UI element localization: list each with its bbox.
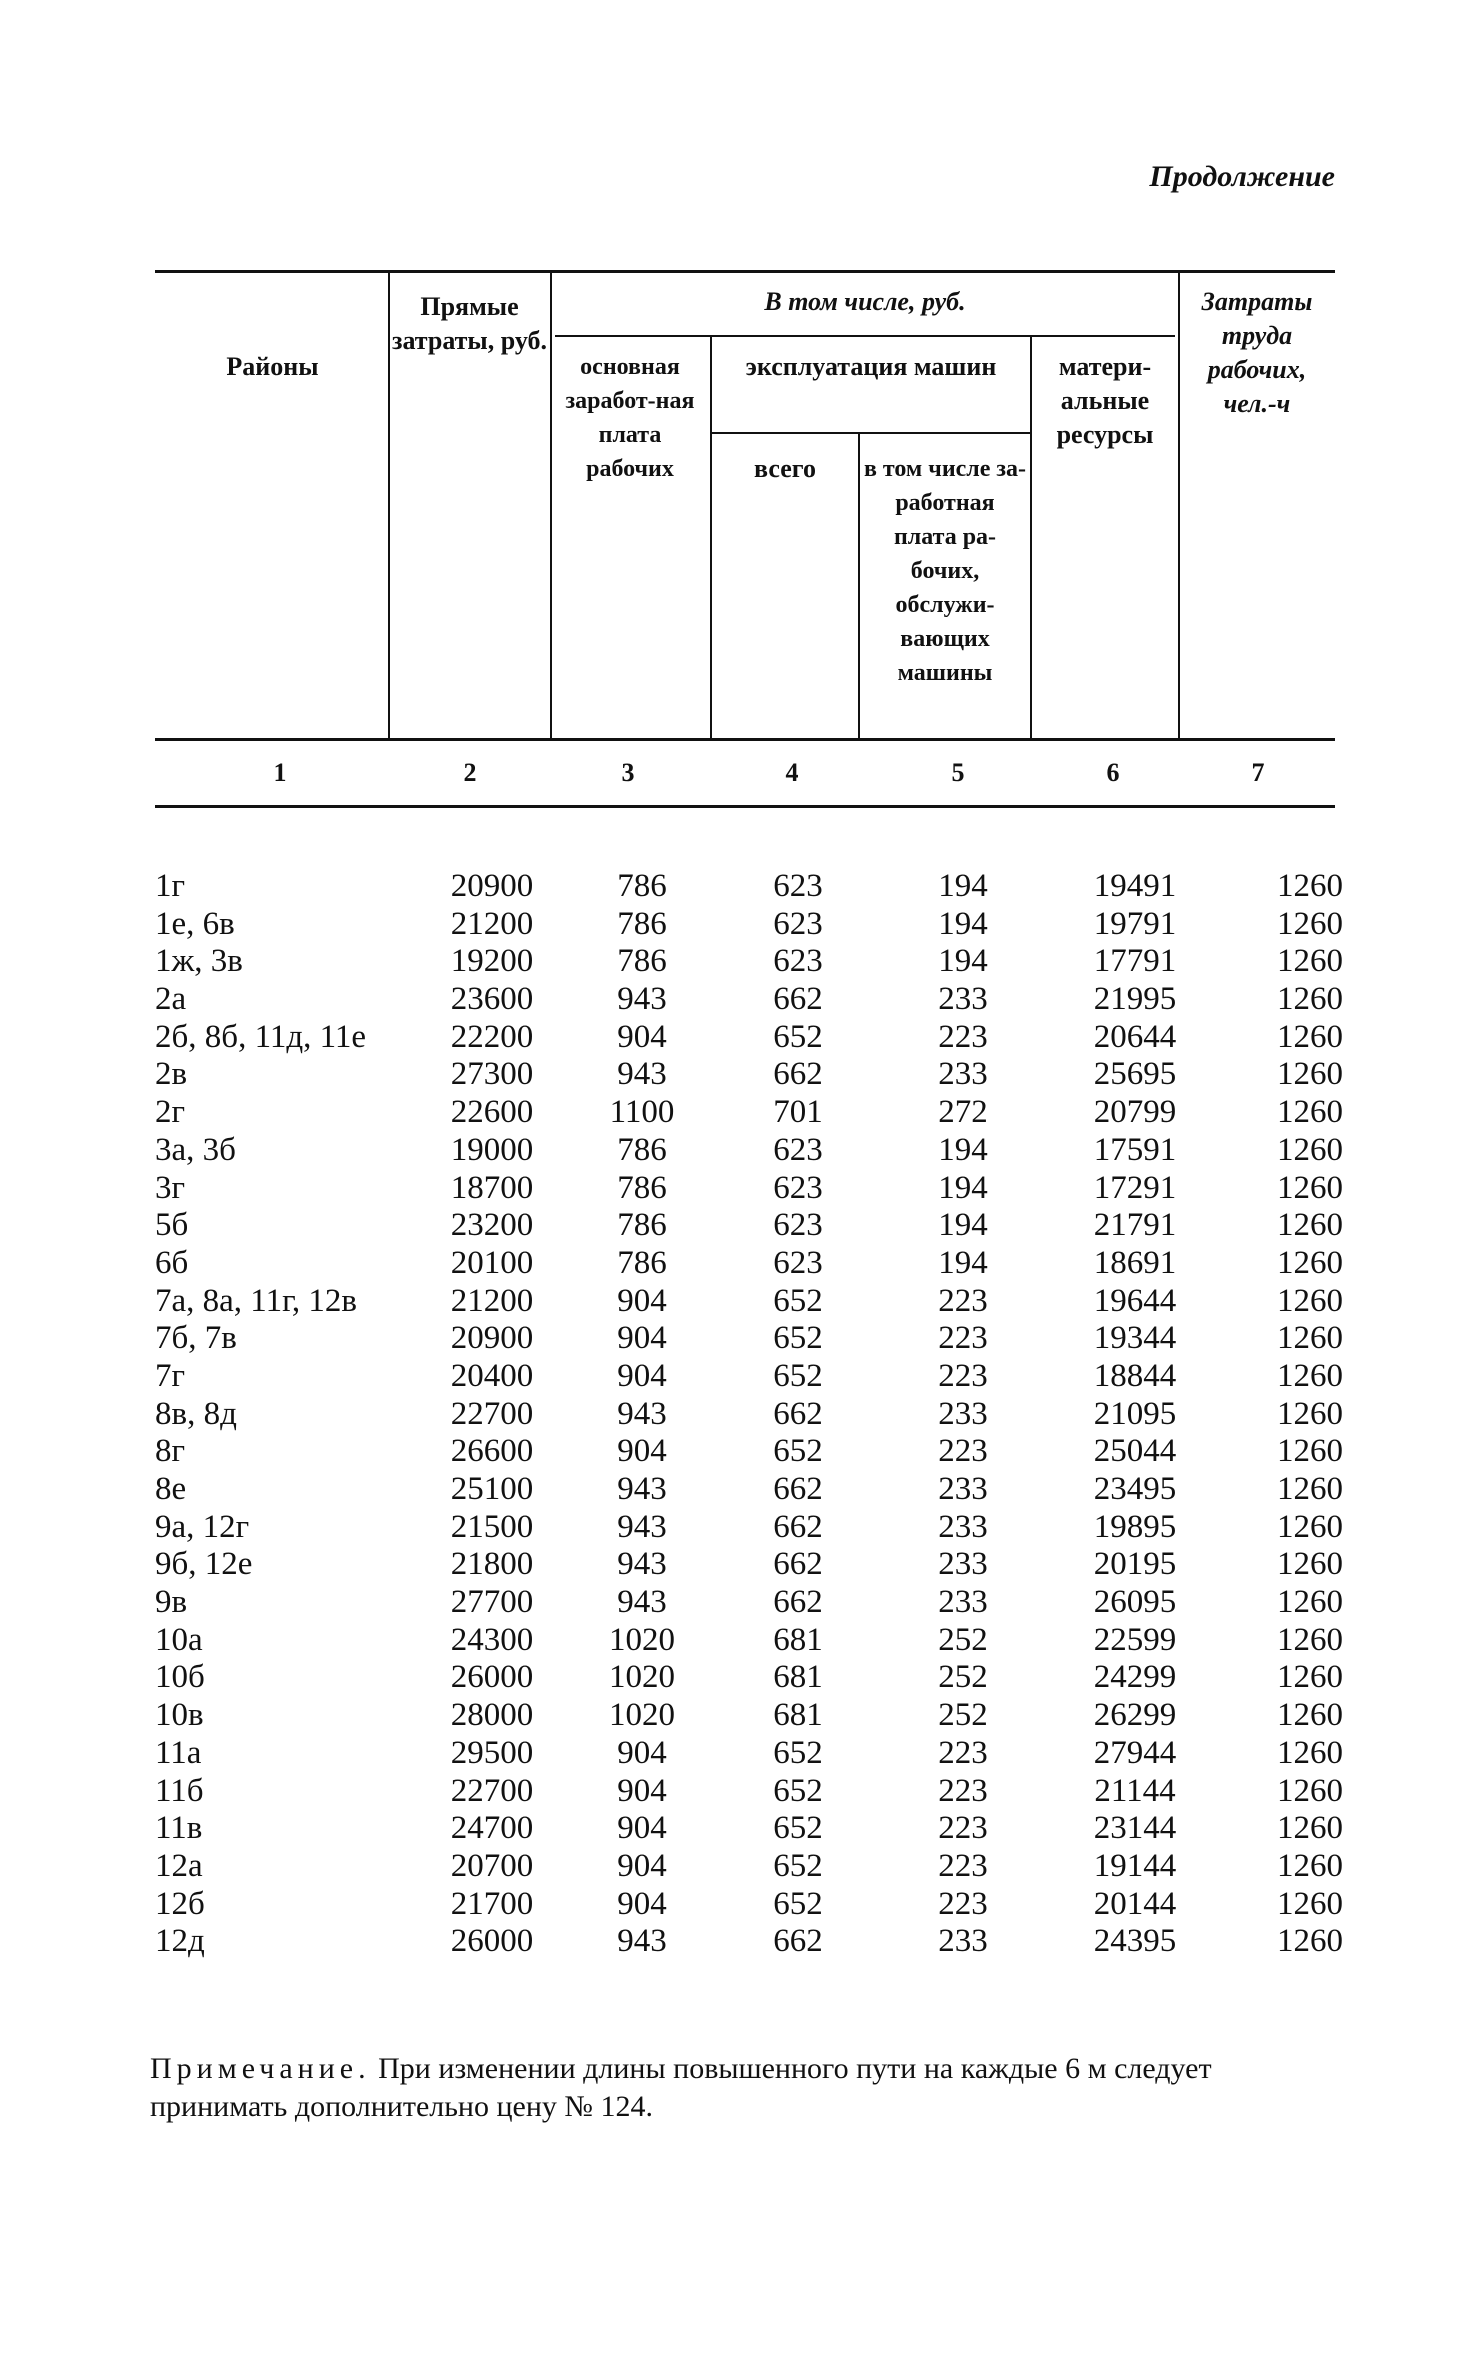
cell-total: 662: [773, 1056, 823, 1093]
cell-labor: 1260: [1277, 1357, 1343, 1394]
cell-labor: 1260: [1277, 1207, 1343, 1244]
cell-mwage: 223: [938, 1772, 988, 1809]
cell-total: 652: [773, 1282, 823, 1319]
cell-labor: 1260: [1277, 1395, 1343, 1432]
cell-region: 12а: [155, 1847, 203, 1884]
cell-materials: 21995: [1093, 981, 1177, 1018]
cell-wage: 786: [617, 1244, 667, 1281]
cell-region: 2а: [155, 981, 187, 1018]
machine-subheader-rule: [712, 432, 1032, 434]
cell-direct: 26000: [450, 1659, 534, 1696]
cell-materials: 27944: [1093, 1734, 1177, 1771]
cell-materials: 18844: [1093, 1357, 1177, 1394]
cell-wage: 943: [617, 981, 667, 1018]
cell-materials: 20799: [1093, 1094, 1177, 1131]
cell-materials: 19491: [1093, 868, 1177, 904]
cell-mwage: 233: [938, 1546, 988, 1583]
column-number: 7: [1251, 758, 1265, 787]
cell-mwage: 233: [938, 1471, 988, 1507]
cell-materials: 24299: [1093, 1659, 1177, 1696]
cell-mwage: 223: [938, 1282, 988, 1319]
cell-labor: 1260: [1277, 1810, 1343, 1847]
cell-labor: 1260: [1277, 905, 1343, 942]
cell-total: 623: [773, 905, 823, 942]
cell-wage: 943: [617, 1395, 667, 1432]
cell-wage: 904: [617, 1772, 667, 1809]
cell-labor: 1260: [1277, 1131, 1343, 1168]
cell-wage: 904: [617, 1018, 667, 1055]
body-top-rule: [155, 805, 1335, 808]
cell-mwage: 194: [938, 1244, 988, 1281]
cell-mwage: 272: [938, 1094, 988, 1131]
cell-mwage: 223: [938, 1885, 988, 1922]
cell-total: 662: [773, 981, 823, 1018]
cell-direct: 18700: [450, 1169, 534, 1206]
cell-wage: 904: [617, 1734, 667, 1771]
footnote-label: Примечание.: [150, 2052, 371, 2085]
cell-labor: 1260: [1277, 1847, 1343, 1884]
cell-region: 8е: [155, 1471, 187, 1507]
cell-total: 662: [773, 1546, 823, 1583]
cell-wage: 943: [617, 1584, 667, 1621]
cell-mwage: 223: [938, 1810, 988, 1847]
cell-materials: 21095: [1093, 1395, 1177, 1432]
cell-region: 7г: [155, 1357, 186, 1394]
cell-direct: 21200: [450, 1282, 534, 1319]
cell-labor: 1260: [1277, 1169, 1343, 1206]
cell-region: 9б, 12е: [155, 1546, 253, 1583]
cell-labor: 1260: [1277, 1282, 1343, 1319]
cell-direct: 23200: [450, 1207, 534, 1244]
cell-region: 7б, 7в: [155, 1320, 237, 1357]
cell-materials: 21144: [1094, 1772, 1176, 1809]
header-including: В том числе, руб.: [764, 287, 966, 316]
header-direct-costs: Прямые затраты, руб.: [392, 292, 547, 355]
cell-wage: 904: [617, 1282, 667, 1319]
cell-labor: 1260: [1277, 1056, 1343, 1093]
cell-mwage: 194: [938, 1131, 988, 1168]
cell-direct: 21800: [450, 1546, 534, 1583]
cell-mwage: 233: [938, 1056, 988, 1093]
cell-region: 11а: [155, 1734, 202, 1771]
cell-materials: 17791: [1093, 943, 1177, 980]
header-top-rule: [155, 270, 1335, 273]
cell-mwage: 233: [938, 1395, 988, 1432]
cell-total: 623: [773, 1131, 823, 1168]
cell-materials: 21791: [1093, 1207, 1177, 1244]
cell-direct: 22600: [450, 1094, 534, 1131]
cell-total: 623: [773, 868, 823, 904]
header-machine-operation: эксплуатация машин: [745, 352, 997, 381]
cell-materials: 23144: [1093, 1810, 1177, 1847]
cell-wage: 786: [617, 943, 667, 980]
continuation-label: Продолжение: [1149, 160, 1335, 193]
cell-mwage: 194: [938, 905, 988, 942]
cell-mwage: 194: [938, 868, 988, 904]
cell-region: 11в: [155, 1810, 203, 1847]
cell-materials: 19344: [1093, 1320, 1177, 1357]
cell-labor: 1260: [1277, 1320, 1343, 1357]
cell-total: 662: [773, 1584, 823, 1621]
header-machine-wage: в том числе за-работная плата ра-бочих, обслужи-вающих машины: [863, 456, 1027, 686]
cell-total: 652: [773, 1734, 823, 1771]
cell-total: 623: [773, 943, 823, 980]
column-number: 6: [1106, 758, 1120, 787]
cell-wage: 1020: [609, 1659, 675, 1696]
cell-total: 701: [773, 1094, 823, 1131]
cell-wage: 904: [617, 1320, 667, 1357]
cell-direct: 22700: [450, 1772, 534, 1809]
cell-labor: 1260: [1277, 943, 1343, 980]
column-number: 1: [273, 758, 287, 787]
cell-labor: 1260: [1277, 1584, 1343, 1621]
cell-total: 652: [773, 1433, 823, 1470]
cell-labor: 1260: [1277, 981, 1343, 1018]
cell-wage: 943: [617, 1508, 667, 1545]
cell-region: 8г: [155, 1433, 186, 1470]
cell-wage: 943: [617, 1546, 667, 1583]
cell-labor: 1260: [1277, 1244, 1343, 1281]
cell-wage: 943: [617, 1056, 667, 1093]
cell-wage: 904: [617, 1357, 667, 1394]
cell-direct: 27300: [450, 1056, 534, 1093]
cell-region: 7а, 8а, 11г, 12в: [155, 1282, 357, 1319]
cell-region: 3а, 3б: [155, 1131, 236, 1168]
cell-materials: 18691: [1093, 1244, 1177, 1281]
cell-direct: 27700: [450, 1584, 534, 1621]
cell-labor: 1260: [1277, 1471, 1343, 1507]
cell-wage: 904: [617, 1433, 667, 1470]
cell-total: 652: [773, 1847, 823, 1884]
header-materials: матери-альные ресурсы: [1056, 352, 1154, 449]
cell-labor: 1260: [1277, 868, 1343, 904]
cell-labor: 1260: [1277, 1885, 1343, 1922]
cell-direct: 28000: [450, 1697, 534, 1734]
cell-region: 2в: [155, 1056, 188, 1093]
cell-mwage: 233: [938, 981, 988, 1018]
cell-wage: 904: [617, 1810, 667, 1847]
cell-labor: 1260: [1277, 1923, 1343, 1960]
header-total: всего: [754, 454, 816, 483]
cell-total: 681: [773, 1659, 823, 1696]
cell-labor: 1260: [1277, 1734, 1343, 1771]
cell-labor: 1260: [1277, 1433, 1343, 1470]
cell-total: 652: [773, 1885, 823, 1922]
cell-direct: 24700: [450, 1810, 534, 1847]
cell-region: 10в: [155, 1697, 204, 1734]
cell-direct: 24300: [450, 1621, 534, 1658]
cell-direct: 21500: [450, 1508, 534, 1545]
divider-3: [710, 337, 712, 740]
cell-labor: 1260: [1277, 1659, 1343, 1696]
cell-region: 5б: [155, 1207, 189, 1244]
cell-region: 2б, 8б, 11д, 11е: [155, 1018, 367, 1055]
cell-region: 2г: [155, 1094, 186, 1131]
footnote: [150, 2050, 1340, 2126]
cell-total: 681: [773, 1697, 823, 1734]
divider-4: [858, 434, 860, 740]
cell-mwage: 194: [938, 1169, 988, 1206]
cell-mwage: 233: [938, 1508, 988, 1545]
cell-materials: 19895: [1093, 1508, 1177, 1545]
cell-direct: 22700: [450, 1395, 534, 1432]
cell-total: 652: [773, 1320, 823, 1357]
cell-labor: 1260: [1277, 1697, 1343, 1734]
cell-mwage: 223: [938, 1357, 988, 1394]
cell-mwage: 223: [938, 1734, 988, 1771]
cell-direct: 25100: [450, 1471, 534, 1507]
column-number: 3: [621, 758, 635, 787]
cell-direct: 22200: [450, 1018, 534, 1055]
cell-direct: 20900: [450, 1320, 534, 1357]
divider-2: [550, 270, 552, 740]
cell-total: 662: [773, 1508, 823, 1545]
cell-direct: 29500: [450, 1734, 534, 1771]
cell-materials: 24395: [1093, 1923, 1177, 1960]
cell-direct: 20400: [450, 1357, 534, 1394]
column-number: 5: [951, 758, 965, 787]
divider-5: [1030, 337, 1032, 740]
cell-region: 9а, 12г: [155, 1508, 250, 1545]
cell-labor: 1260: [1277, 1772, 1343, 1809]
cell-total: 652: [773, 1810, 823, 1847]
cell-wage: 943: [617, 1471, 667, 1507]
cell-mwage: 223: [938, 1320, 988, 1357]
cell-total: 623: [773, 1244, 823, 1281]
cell-direct: 26600: [450, 1433, 534, 1470]
cell-wage: 786: [617, 905, 667, 942]
divider-6: [1178, 270, 1180, 740]
cell-labor: 1260: [1277, 1508, 1343, 1545]
subheader-rule: [555, 335, 1175, 337]
cell-wage: 904: [617, 1885, 667, 1922]
divider-1: [388, 270, 390, 740]
cell-total: 652: [773, 1357, 823, 1394]
cell-region: 1ж, 3в: [155, 943, 243, 980]
cell-materials: 19791: [1093, 905, 1177, 942]
cell-materials: 20195: [1093, 1546, 1177, 1583]
cell-materials: 25044: [1093, 1433, 1177, 1470]
cell-wage: 1020: [609, 1621, 675, 1658]
cell-region: 10б: [155, 1659, 205, 1696]
cell-region: 8в, 8д: [155, 1395, 237, 1432]
cell-region: 3г: [155, 1169, 186, 1206]
cell-mwage: 233: [938, 1584, 988, 1621]
cell-labor: 1260: [1277, 1018, 1343, 1055]
cell-total: 681: [773, 1621, 823, 1658]
column-number: 4: [785, 758, 799, 787]
cell-direct: 20700: [450, 1847, 534, 1884]
cell-direct: 20100: [450, 1244, 534, 1281]
cell-direct: 23600: [450, 981, 534, 1018]
cell-region: 6б: [155, 1244, 189, 1281]
cell-materials: 22599: [1093, 1621, 1177, 1658]
cell-region: 10а: [155, 1621, 203, 1658]
cell-region: 1г: [155, 868, 186, 904]
cell-labor: 1260: [1277, 1621, 1343, 1658]
cell-mwage: 223: [938, 1433, 988, 1470]
cell-materials: 19144: [1093, 1847, 1177, 1884]
cell-wage: 1100: [609, 1094, 675, 1131]
cell-wage: 786: [617, 1169, 667, 1206]
cell-region: 12д: [155, 1923, 205, 1960]
cell-total: 662: [773, 1471, 823, 1507]
cell-wage: 1020: [609, 1697, 675, 1734]
cell-materials: 26095: [1093, 1584, 1177, 1621]
cell-total: 623: [773, 1207, 823, 1244]
cell-mwage: 223: [938, 1847, 988, 1884]
header-base-wage: основная заработ-ная плата рабочих: [565, 354, 695, 482]
column-number: 2: [463, 758, 477, 787]
cell-materials: 25695: [1093, 1056, 1177, 1093]
cell-materials: 17291: [1093, 1169, 1177, 1206]
cell-total: 623: [773, 1169, 823, 1206]
cell-region: 1е, 6в: [155, 905, 235, 942]
cell-total: 652: [773, 1018, 823, 1055]
cell-materials: 20144: [1093, 1885, 1177, 1922]
cell-direct: 21700: [450, 1885, 534, 1922]
cell-mwage: 194: [938, 943, 988, 980]
cell-region: 12б: [155, 1885, 205, 1922]
cell-wage: 786: [617, 1207, 667, 1244]
cell-mwage: 252: [938, 1621, 988, 1658]
cell-direct: 26000: [450, 1923, 534, 1960]
cell-mwage: 252: [938, 1697, 988, 1734]
cell-direct: 19200: [450, 943, 534, 980]
cell-materials: 26299: [1093, 1697, 1177, 1734]
cell-mwage: 194: [938, 1207, 988, 1244]
header-regions: Районы: [226, 352, 319, 381]
header-bottom-rule: [155, 738, 1335, 741]
cell-labor: 1260: [1277, 1094, 1343, 1131]
cell-wage: 943: [617, 1923, 667, 1960]
cell-wage: 786: [617, 1131, 667, 1168]
cell-labor: 1260: [1277, 1546, 1343, 1583]
cell-total: 662: [773, 1923, 823, 1960]
cell-materials: 17591: [1093, 1131, 1177, 1168]
cell-materials: 23495: [1093, 1471, 1177, 1507]
footnote-text: При изменении длины повышенного пути на каждые 6 м следует принимать дополнительно цену № 124.: [150, 2052, 1212, 2123]
cell-direct: 20900: [450, 868, 534, 904]
cell-materials: 20644: [1093, 1018, 1177, 1055]
cell-direct: 21200: [450, 905, 534, 942]
cell-region: 11б: [155, 1772, 204, 1809]
cell-total: 662: [773, 1395, 823, 1432]
header-labor: Затраты труда рабочих, чел.-ч: [1201, 287, 1313, 418]
cell-materials: 19644: [1093, 1282, 1177, 1319]
cell-region: 9в: [155, 1584, 188, 1621]
cell-mwage: 223: [938, 1018, 988, 1055]
cell-direct: 19000: [450, 1131, 534, 1168]
cell-mwage: 233: [938, 1923, 988, 1960]
cell-total: 652: [773, 1772, 823, 1809]
cell-wage: 904: [617, 1847, 667, 1884]
cell-mwage: 252: [938, 1659, 988, 1696]
cell-wage: 786: [617, 868, 667, 904]
